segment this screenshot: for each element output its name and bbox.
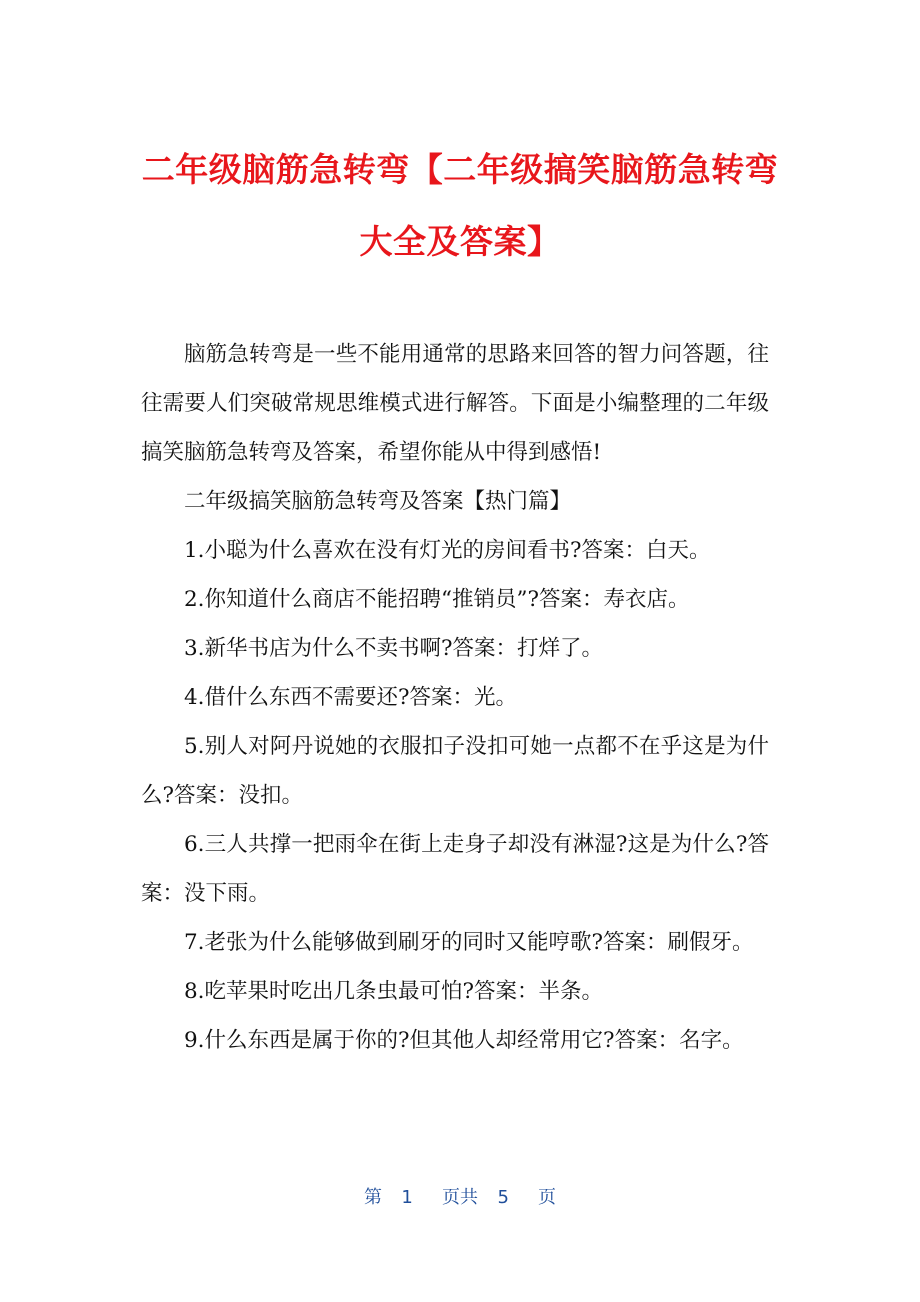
list-item: 4.借什么东西不需要还?答案：光。 [184,685,518,710]
list-item: 8.吃苹果时吃出几条虫最可怕?答案：半条。 [184,979,604,1004]
list-item: 2.你知道什么商店不能招聘“推销员”?答案：寿衣店。 [184,587,690,612]
document-title-line-1: 二年级脑筋急转弯【二年级搞笑脑筋急转弯 [141,150,779,189]
section-heading: 二年级搞笑脑筋急转弯及答案【热门篇】 [184,489,572,514]
list-item: 5.别人对阿丹说她的衣服扣子没扣可她一点都不在乎这是为什么?答案：没扣。 [141,734,769,808]
document-body [141,330,769,1065]
list-item: 9.什么东西是属于你的?但其他人却经常用它?答案：名字。 [184,1028,744,1053]
list-item: 3.新华书店为什么不卖书啊?答案：打烊了。 [184,636,604,661]
intro-paragraph: 脑筋急转弯是一些不能用通常的思路来回答的智力问答题，往往需要人们突破常规思维模式进行解答。下面是小编整理的二年级搞笑脑筋急转弯及答案，希望你能从中得到感悟! [141,342,769,465]
list-item: 1.小聪为什么喜欢在没有灯光的房间看书?答案：白天。 [184,538,711,563]
list-item: 7.老张为什么能够做到刷牙的同时又能哼歌?答案：刷假牙。 [184,930,754,955]
list-item: 6.三人共撑一把雨伞在街上走身子却没有淋湿?这是为什么?答案：没下雨。 [141,832,769,906]
document-title-line-2: 大全及答案】 [359,222,561,261]
page-number-footer: 第 1 页共 5 页 [363,1187,557,1208]
